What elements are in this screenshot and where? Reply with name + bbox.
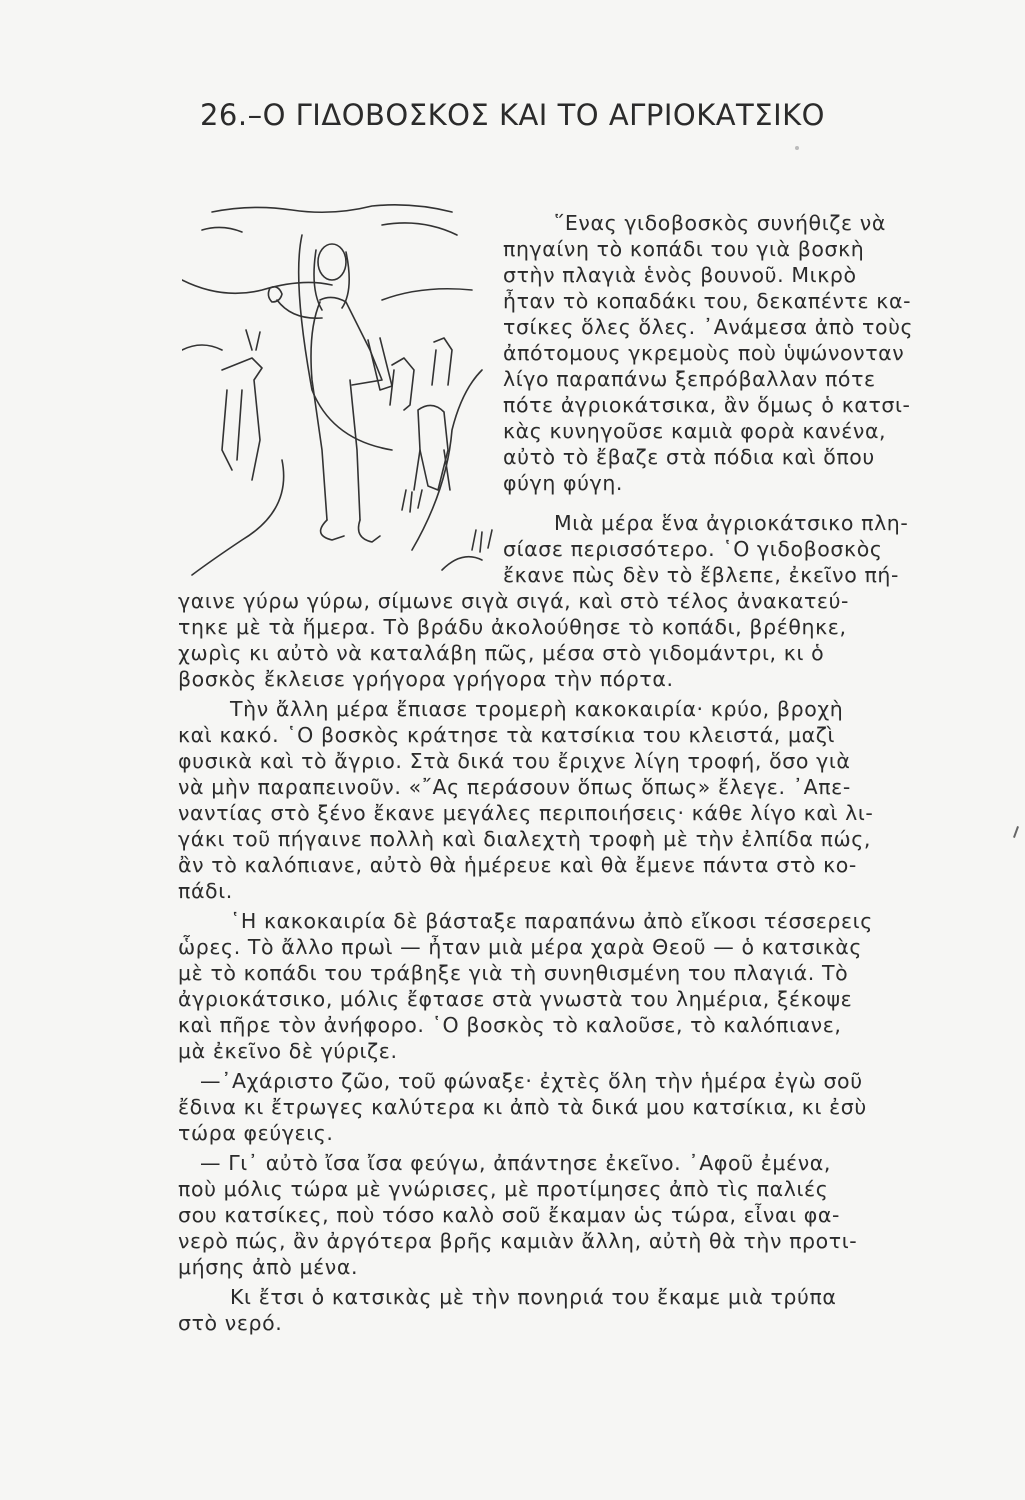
text-line: στὸ νερό. — [178, 1311, 283, 1335]
text-line: φυσικὰ καὶ τὸ ἄγριο. Στὰ δικά του ἔριχνε λίγη τροφή, ὅσο γιὰ — [178, 749, 851, 773]
text-line: πάδι. — [178, 879, 233, 903]
text-line: μὲ τὸ κοπάδι του τράβηξε γιὰ τὴ συνηθισμένη του πλαγιά. Τὸ — [178, 961, 849, 985]
text-line: ἀγριοκάτσικο, μόλις ἔφτασε στὰ γνωστὰ του λημέρια, ξέκοψε — [178, 987, 853, 1011]
text-line: τηκε μὲ τὰ ἥμερα. Τὸ βράδυ ἀκολούθησε τὸ κοπάδι, βρέθηκε, — [178, 615, 847, 639]
text-line: Τὴν ἄλλη μέρα ἔπιασε τρομερὴ κακοκαιρία· κρύο, βροχὴ — [230, 697, 844, 721]
text-line: ῞Ενας γιδοβοσκὸς συνήθιζε νὰ — [554, 211, 886, 235]
text-line: —᾿Αχάριστο ζῶο, τοῦ φώναξε· ἐχτὲς ὅλη τὴν ἡμέρα ἐγὼ σοῦ — [200, 1069, 863, 1093]
text-line: νὰ μὴν παραπεινοῦν. «῎Ας περάσουν ὅπως ὅπως» ἔλεγε. ᾿Απε- — [178, 775, 851, 799]
text-line: κὰς κυνηγοῦσε καμιὰ φορὰ κανένα, — [503, 419, 887, 443]
text-line: στὴν πλαγιὰ ἑνὸς βουνοῦ. Μικρὸ — [503, 263, 857, 287]
text-line: ναντίας στὸ ξένο ἔκανε μεγάλες περιποιήσεις· κάθε λίγο καὶ λι- — [178, 801, 874, 825]
text-line: νερὸ πώς, ἂν ἀργότερα βρῆς καμιὰν ἄλλη, αὐτὴ θὰ τὴν προτι- — [178, 1229, 858, 1253]
text-line: — Γι᾿ αὐτὸ ἴσα ἴσα φεύγω, ἀπάντησε ἐκεῖνο. ᾿Αφοῦ ἐμένα, — [200, 1151, 831, 1175]
text-line: ὧρες. Τὸ ἄλλο πρωὶ — ἦταν μιὰ μέρα χαρὰ Θεοῦ — ὁ κατσικὰς — [178, 935, 863, 959]
text-line: μὰ ἐκεῖνο δὲ γύριζε. — [178, 1039, 398, 1063]
text-line: γάκι τοῦ πήγαινε πολλὴ καὶ διαλεχτὴ τροφὴ μὲ τὴν ἐλπίδα πώς, — [178, 827, 872, 851]
text-line: ἂν τὸ καλόπιανε, αὐτὸ θὰ ἡμέρευε καὶ θὰ ἔμενε πάντα στὸ κο- — [178, 853, 857, 877]
text-line: καὶ πῆρε τὸν ἀνήφορο. ῾Ο βοσκὸς τὸ καλοῦσε, τὸ καλόπιανε, — [178, 1013, 842, 1037]
text-line: Κι ἔτσι ὁ κατσικὰς μὲ τὴν πονηριά του ἔκαμε μιὰ τρύπα — [230, 1285, 837, 1309]
ink-mark — [1013, 826, 1019, 838]
text-line: ποὺ μόλις τώρα μὲ γνώρισες, μὲ προτίμησες ἀπὸ τὶς παλιές — [178, 1177, 829, 1201]
text-line: τσίκες ὅλες ὅλες. ᾿Ανάμεσα ἀπὸ τοὺς — [503, 315, 914, 339]
text-line: φύγη φύγη. — [503, 471, 624, 495]
text-line: γαινε γύρω γύρω, σίμωνε σιγὰ σιγά, καὶ στὸ τέλος ἀνακατεύ- — [178, 589, 850, 613]
text-line: σίασε περισσότερο. ῾Ο γιδοβοσκὸς — [503, 537, 883, 561]
text-line: τώρα φεύγεις. — [178, 1121, 334, 1145]
text-line: Μιὰ μέρα ἕνα ἀγριοκάτσικο πλη- — [554, 511, 909, 535]
ink-speck — [795, 146, 799, 150]
text-line: ἔκανε πὼς δὲν τὸ ἔβλεπε, ἐκεῖνο πή- — [503, 563, 900, 587]
text-line: ἦταν τὸ κοπαδάκι του, δεκαπέντε κα- — [503, 289, 912, 313]
text-line: βοσκὸς ἔκλεισε γρήγορα γρήγορα τὴν πόρτα. — [178, 667, 674, 691]
text-line: ἀπότομους γκρεμοὺς ποὺ ὑψώνονταν — [503, 341, 905, 365]
text-line: αὐτὸ τὸ ἔβαζε στὰ πόδια καὶ ὅπου — [503, 445, 875, 469]
text-line: μήσης ἀπὸ μένα. — [178, 1255, 359, 1279]
text-line: χωρὶς κι αὐτὸ νὰ καταλάβη πῶς, μέσα στὸ γιδομάντρι, κι ὁ — [178, 641, 825, 665]
text-line: ἔδινα κι ἔτρωγες καλύτερα κι ἀπὸ τὰ δικά μου κατσίκια, κι ἐσὺ — [178, 1095, 867, 1119]
text-line: καὶ κακό. ῾Ο βοσκὸς κράτησε τὰ κατσίκια του κλειστά, μαζὶ — [178, 723, 836, 747]
text-line: σου κατσίκες, ποὺ τόσο καλὸ σοῦ ἔκαμαν ὡς τώρα, εἶναι φα- — [178, 1203, 840, 1227]
goatherd-with-goats-illustration — [182, 190, 502, 590]
page-title: 26.–Ο ΓΙΔΟΒΟΣΚΟΣ ΚΑΙ ΤΟ ΑΓΡΙΟΚΑΤΣΙΚΟ — [199, 98, 825, 132]
text-line: λίγο παραπάνω ξεπρόβαλλαν πότε — [503, 367, 876, 391]
text-line: πότε ἀγριοκάτσικα, ἂν ὅμως ὁ κατσι- — [503, 393, 911, 417]
text-line: πηγαίνη τὸ κοπάδι του γιὰ βοσκὴ — [503, 237, 865, 261]
text-line: ῾Η κακοκαιρία δὲ βάσταξε παραπάνω ἀπὸ εἴκοσι τέσσερεις — [230, 909, 873, 933]
